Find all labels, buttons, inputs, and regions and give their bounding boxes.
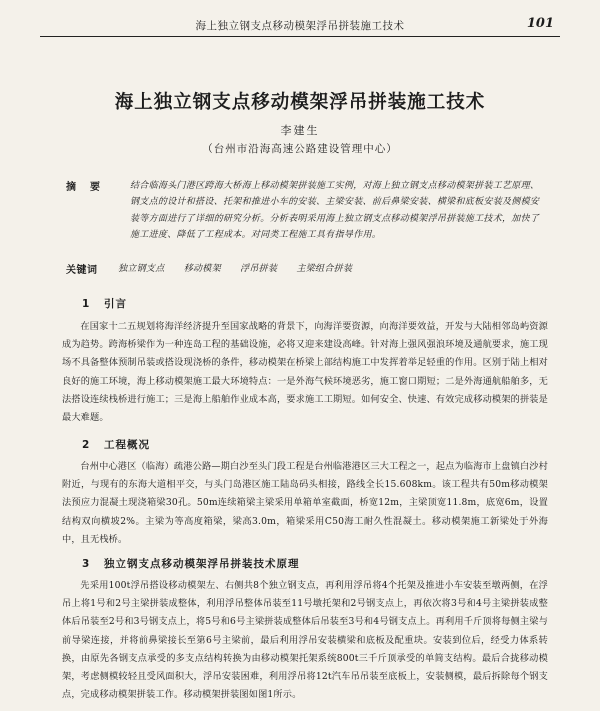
section-number: 2 (82, 439, 91, 451)
keywords-label: 关键词 (66, 265, 98, 276)
section-title: 引言 (104, 298, 127, 310)
affiliation: （台州市沿海高速公路建设管理中心） (202, 143, 398, 155)
page-number: 101 (526, 16, 554, 31)
section-number: 1 (82, 298, 91, 310)
section-body-2 (62, 458, 548, 549)
section-heading-1 (82, 296, 127, 311)
keywords-list (118, 261, 538, 277)
paragraph: 台州中心港区（临海）疏港公路—期白沙至头门段工程是台州临港港区三大工程之一，起点为临海市上盘镇白沙村附近，与现有的东海大道相平交，与头门岛港区施工陆岛码头相接，路线全长15.608km。该工程共有50m移动模架法预应力混凝土现浇箱梁30孔。50m连续箱梁主梁采用单箱单室截面，桥宽12m，主梁顶宽11.8m，底宽6m，设置结构双向横坡2%。主梁为等高度箱梁，梁高3.0m，箱梁采用C50海工耐久性混凝土。移动模架施工新梁处于外海中，且无栈桥。 (62, 461, 548, 545)
section-body-1 (62, 318, 548, 427)
paragraph: 在国家十二五规划将海洋经济提升至国家战略的背景下，向海洋要资源，向海洋要效益，开发与大陆相邻岛屿资源成为趋势。跨海桥梁作为一种连岛工程的基础设施，必将又迎来建设高峰。针对海上强风强浪环境及通航要求，施工现场不具备整体预制吊装或搭设现浇桥的条件，移动模架在桥梁上部结构施工中发挥着举足轻重的作用。区别于陆上相对良好的施工环境，海上移动模架施工最大环境特点：一是外海气候环境恶劣，施工窗口期短；二是外海通航船舶多，无法搭设连续栈桥进行施工；三是海上船舶作业成本高，要求施工工期短。如何安全、快速、有效完成移动模架的拼装是最大难题。 (62, 321, 548, 424)
section-heading-2 (82, 437, 150, 452)
keyword: 主梁组合拼装 (296, 264, 353, 274)
section-heading-3 (82, 556, 300, 571)
section-title: 工程概况 (104, 439, 150, 451)
running-header (40, 16, 560, 37)
section-body-3 (62, 577, 548, 704)
running-title: 海上独立钢支点移动模架浮吊拼装施工技术 (195, 20, 405, 32)
keyword: 移动模架 (183, 264, 221, 274)
keyword: 浮吊拼装 (240, 264, 278, 274)
abstract (66, 178, 542, 270)
abstract-text: 结合临海头门港区跨海大桥海上移动模架拼装施工实例，对海上独立钢支点移动模架拼装工艺原理、钢支点的设计和搭设、托架和推进小车的安装、主梁安装、前后鼻梁安装、横梁和底板安装及侧模安装等方面进行了详细的研究分析。分析表明采用海上独立钢支点移动模架浮吊拼装施工技术，加快了施工进度、降低了工程成本。对同类工程施工具有指导作用。 (130, 181, 540, 240)
keyword: 独立钢支点 (118, 264, 165, 274)
section-title: 独立钢支点移动模架浮吊拼装技术原理 (104, 558, 300, 570)
abstract-label: 摘 要 (66, 182, 102, 193)
paper-title: 海上独立钢支点移动模架浮吊拼装施工技术 (114, 92, 486, 113)
section-number: 3 (82, 558, 91, 570)
keywords (66, 261, 542, 279)
author: 李建生 (280, 124, 320, 137)
paragraph: 先采用100t浮吊搭设移动模架左、右侧共8个独立钢支点，再利用浮吊将4个托架及推进小车安装至墩两侧，在浮吊上将1号和2号主梁拼装成整体，利用浮吊整体吊装至11号墩托架和2号钢支点上，再依次将3号和4号主梁拼装成整体后吊装至2号和3号钢支点上，将5号和6号主梁拼装成整体后吊装至3号和4号钢支点上。再利用千斤顶将每侧主梁与前导梁连接，并将前鼻梁接长至第6号主梁前，最后利用浮吊安装横梁和底板及配重块。安装到位后，经受力体系转换，由原先各钢支点承受的多支点结构转换为由移动模架托架系统800t三千斤顶承受的单简支结构。最后合拢移动模架，考虑侧模较轻且受风面积大，浮吊安装困难，利用浮吊将12t汽车吊吊装至底板上，安装侧模，最后拆除每个钢支点，完成移动模架拼装工作。移动模架拼装图如图1所示。 (62, 580, 548, 701)
